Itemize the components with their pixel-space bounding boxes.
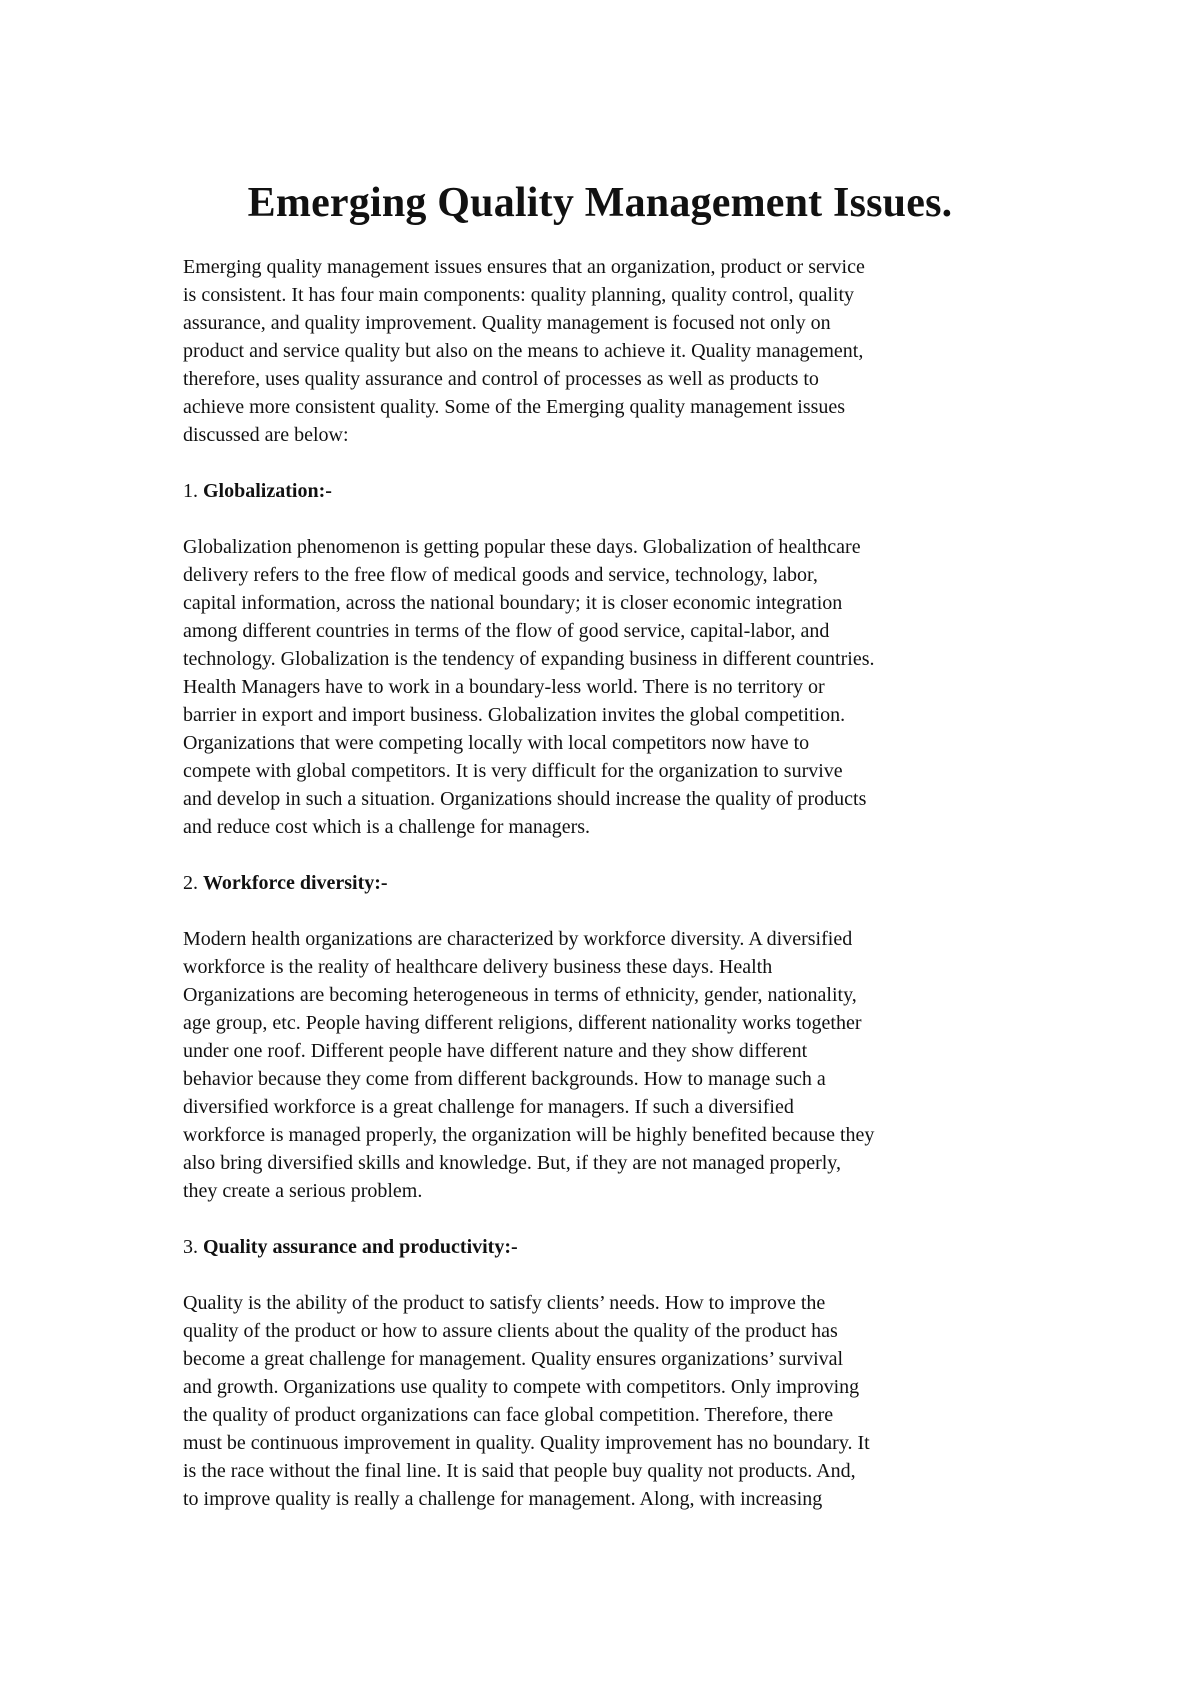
section-title: Workforce diversity:- [203,872,388,894]
text-line: delivery refers to the free flow of medical goods and service, technology, labor, [183,564,818,586]
text-line: is consistent. It has four main components: quality planning, quality control, quality [183,284,855,306]
section-heading-globalization [183,477,1043,505]
section-title: Globalization:- [203,480,332,502]
text-line: they create a serious problem. [183,1180,423,1202]
text-line: to improve quality is really a challenge for management. Along, with increasing [183,1488,823,1510]
text-line: also bring diversified skills and knowledge. But, if they are not managed properly, [183,1152,841,1174]
text-line: the quality of product organizations can face global competition. Therefore, there [183,1404,834,1426]
text-line: Emerging quality management issues ensures that an organization, product or service [183,256,865,278]
text-line: capital information, across the national boundary; it is closer economic integration [183,592,843,614]
text-line: and growth. Organizations use quality to compete with competitors. Only improving [183,1376,860,1398]
text-line: compete with global competitors. It is very difficult for the organization to survive [183,760,843,782]
intro-paragraph [183,253,1043,449]
section-number: 1. [183,480,198,502]
text-line: barrier in export and import business. Globalization invites the global competition. [183,704,846,726]
section-heading-workforce-diversity [183,869,1043,897]
text-line: and develop in such a situation. Organizations should increase the quality of products [183,788,867,810]
document-body [183,253,1043,1541]
text-line: therefore, uses quality assurance and control of processes as well as products to [183,368,819,390]
page-title: Emerging Quality Management Issues. [247,180,953,226]
text-line: technology. Globalization is the tendency of expanding business in different countries. [183,648,875,670]
text-line: quality of the product or how to assure clients about the quality of the product has [183,1320,838,1342]
section-paragraph-workforce-diversity [183,925,1043,1205]
section-number: 3. [183,1236,198,1258]
text-line: is the race without the final line. It is said that people buy quality not products. And, [183,1460,856,1482]
text-line: achieve more consistent quality. Some of the Emerging quality management issues [183,396,846,418]
text-line: assurance, and quality improvement. Quality management is focused not only on [183,312,831,334]
section-title: Quality assurance and productivity:- [203,1236,518,1258]
text-line: diversified workforce is a great challenge for managers. If such a diversified [183,1096,794,1118]
text-line: under one roof. Different people have different nature and they show different [183,1040,808,1062]
text-line: workforce is managed properly, the organization will be highly benefited because they [183,1124,875,1146]
text-line: discussed are below: [183,424,349,446]
text-line: Organizations are becoming heterogeneous in terms of ethnicity, gender, nationality, [183,984,857,1006]
text-line: age group, etc. People having different religions, different nationality works together [183,1012,862,1034]
text-line: become a great challenge for management. Quality ensures organizations’ survival [183,1348,844,1370]
section-number: 2. [183,872,198,894]
text-line: workforce is the reality of healthcare delivery business these days. Health [183,956,773,978]
text-line: Health Managers have to work in a boundary-less world. There is no territory or [183,676,825,698]
text-line: Globalization phenomenon is getting popular these days. Globalization of healthcare [183,536,861,558]
text-line: among different countries in terms of the flow of good service, capital-labor, and [183,620,830,642]
text-line: product and service quality but also on the means to achieve it. Quality management, [183,340,864,362]
text-line: Modern health organizations are characterized by workforce diversity. A diversified [183,928,853,950]
text-line: behavior because they come from different backgrounds. How to manage such a [183,1068,826,1090]
text-line: and reduce cost which is a challenge for managers. [183,816,591,838]
text-line: must be continuous improvement in quality. Quality improvement has no boundary. It [183,1432,870,1454]
text-line: Organizations that were competing locally with local competitors now have to [183,732,810,754]
section-paragraph-globalization [183,533,1043,841]
section-paragraph-quality-assurance [183,1289,1043,1513]
section-heading-quality-assurance [183,1233,1043,1261]
text-line: Quality is the ability of the product to satisfy clients’ needs. How to improve the [183,1292,826,1314]
